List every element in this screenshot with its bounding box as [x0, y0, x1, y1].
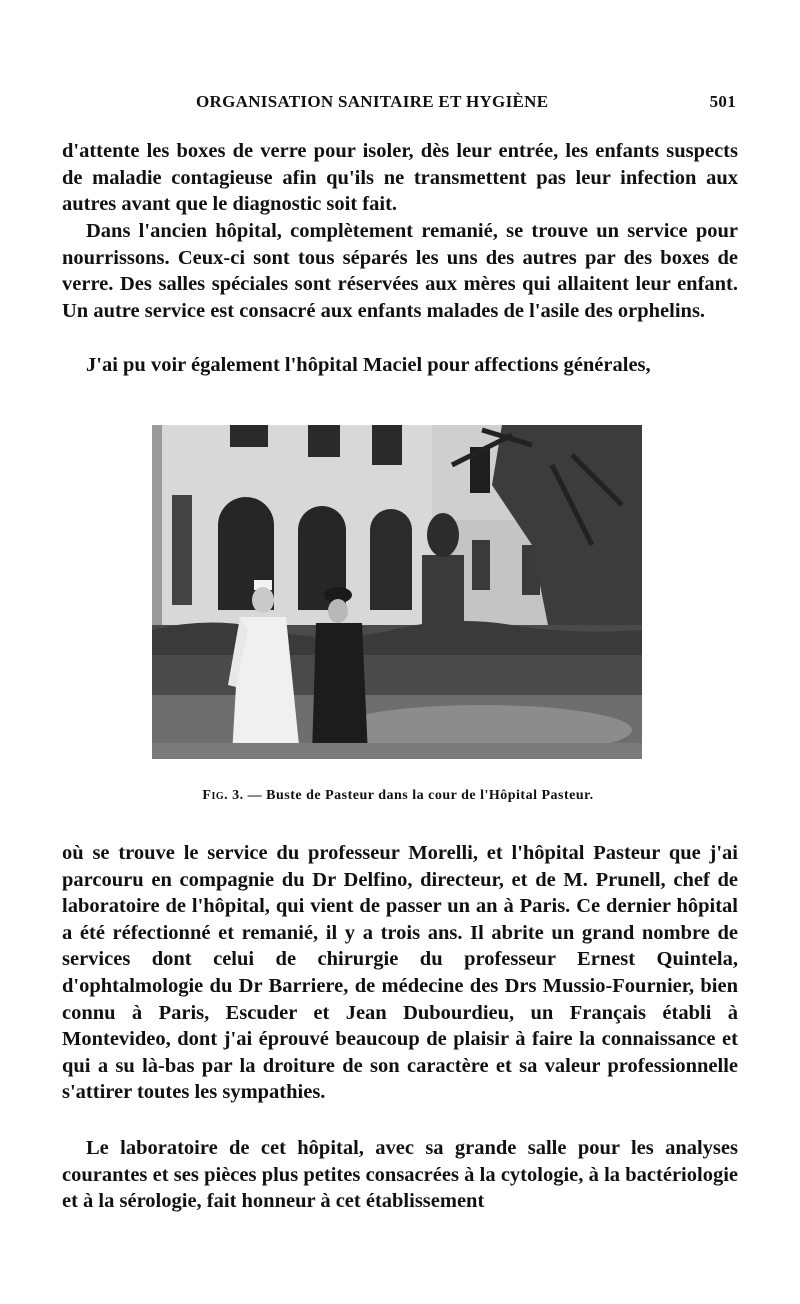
paragraph-5: Le laboratoire de cet hôpital, avec sa grande salle pour les analyses courantes et ses pièces plus petites consacrées à la cytologie, à la bactériologie et à la sérologie, fait honneur à cet établissement	[62, 1137, 738, 1213]
paragraph-4: où se trouve le service du professeur Morelli, et l'hôpital Pasteur que j'ai parcouru en compagnie du Dr Delfino, directeur, et de M. Prunell, chef de laboratoire de l'hôpital, qui vient de passer un an à Paris. Ce dernier hôpital a été réfectionné et remanié, il y a trois ans. Il abrite un grand nombre de services dont celui de chirurgie du professeur Ernest Quintela, d'ophtalmologie du Dr Barriere, de médecine des Drs Mussio-Fournier, bien connu à Paris, Escuder et Jean Dubourdieu, un Français établi à Montevideo, dont j'ai éprouvé beaucoup de plaisir à faire la connaissance et qui a su là-bas par la droiture de son caractère et sa valeur professionnelle s'attirer toutes les sympathies.	[62, 842, 738, 1104]
figure-caption	[158, 788, 638, 804]
figure-label: Fig. 3.	[202, 788, 244, 803]
paragraph-3: J'ai pu voir également l'hôpital Maciel pour affections générales,	[86, 354, 651, 376]
running-head-title: ORGANISATION SANITAIRE ET HYGIÈNE	[196, 92, 549, 111]
photo-illustration	[152, 425, 642, 759]
paragraph-1: d'attente les boxes de verre pour isoler, dès leur entrée, les enfants suspects de maladie contagieuse afin qu'ils ne transmettent pas leur infection aux autres avant que le diagnostic soit fait.	[62, 140, 738, 216]
paragraph-2: Dans l'ancien hôpital, complètement remanié, se trouve un service pour nourrissons. Ceux-ci sont tous séparés les uns des autres par des boxes de verre. Des salles spéciales sont réservées aux mères qui allaitent leur enfant. Un autre service est consacré aux enfants malades de l'asile des orphelins.	[62, 220, 738, 322]
figure-caption-text: — Buste de Pasteur dans la cour de l'Hôpital Pasteur.	[247, 788, 594, 803]
page-number: 501	[709, 92, 736, 111]
figure-photo	[152, 425, 642, 759]
